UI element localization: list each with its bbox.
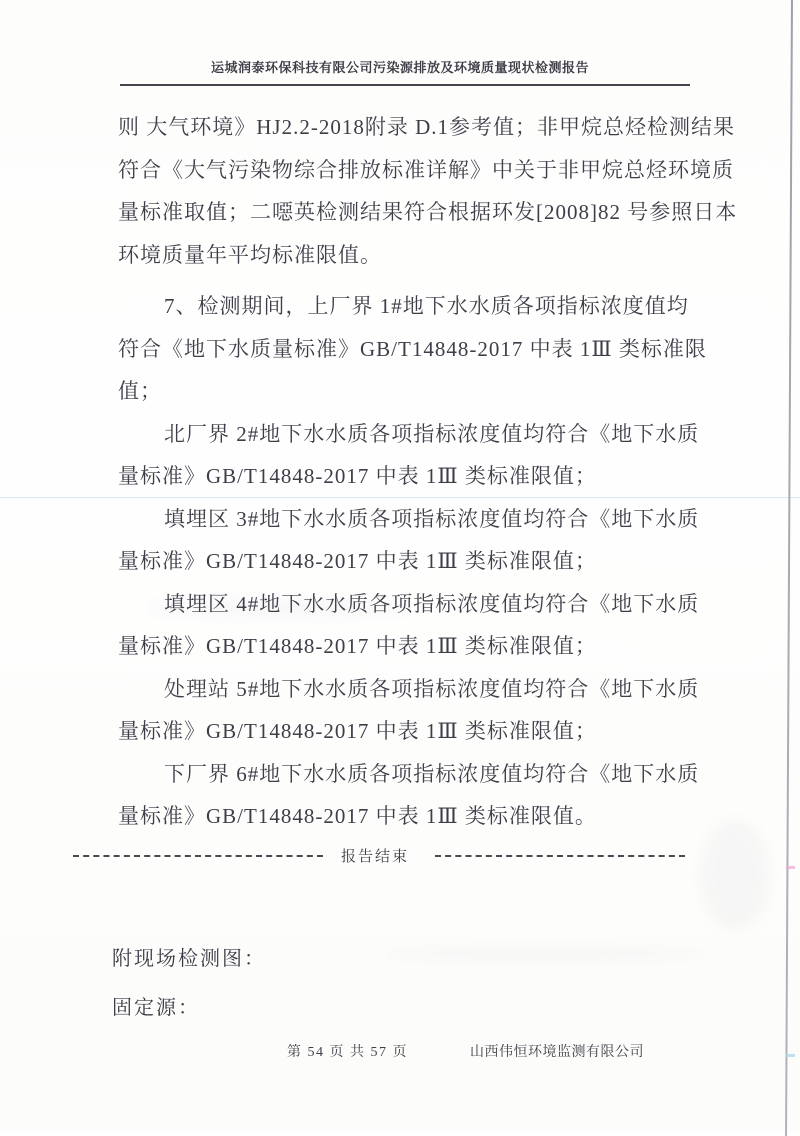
report-header-title: 运城润泰环保科技有限公司污染源排放及环境质量现状检测报告 <box>210 60 589 75</box>
scan-artifact-blue-tick <box>786 1054 795 1057</box>
attachment-item-fixed-source: 固定源： <box>112 997 200 1019</box>
text-line: 符合《地下水质量标准》GB/T14848-2017 中表 1Ⅲ 类标准限 <box>118 336 707 361</box>
footer-page-number: 第 54 页 共 57 页 <box>287 1045 408 1060</box>
scan-artifact-page-edge <box>785 0 793 1136</box>
footer-company-name: 山西伟恒环境监测有限公司 <box>470 1045 644 1060</box>
dashed-rule-right <box>435 855 685 857</box>
paragraph <box>118 106 738 276</box>
body-text <box>118 106 738 838</box>
paragraph <box>118 583 700 668</box>
text-line: 量标准》GB/T14848-2017 中表 1Ⅲ 类标准限值； <box>118 464 597 488</box>
scan-artifact-cyan-line <box>0 497 800 498</box>
text-line: 量标准取值；二噁英检测结果符合根据环发[2008]82 号参照日本 <box>118 200 738 224</box>
scan-artifact-smudge <box>700 820 770 930</box>
scan-artifact-smudge <box>380 945 710 963</box>
paragraph <box>118 668 700 753</box>
text-line: 则 大气环境》HJ2.2-2018附录 D.1参考值；非甲烷总烃检测结果 <box>118 115 735 139</box>
text-line: 北厂界 2#地下水水质各项指标浓度值均符合《地下水质 <box>164 421 700 446</box>
header-rule <box>120 84 690 86</box>
paragraph <box>118 753 700 838</box>
scan-artifact-pink-tick <box>786 866 795 869</box>
scan-artifact-smudge <box>150 600 410 616</box>
paragraph <box>118 285 707 413</box>
text-line: 量标准》GB/T14848-2017 中表 1Ⅲ 类标准限值； <box>118 549 597 573</box>
text-line: 值； <box>118 379 162 403</box>
report-end-marker <box>73 845 685 866</box>
attachment-heading: 附现场检测图： <box>112 948 266 970</box>
text-line: 量标准》GB/T14848-2017 中表 1Ⅲ 类标准限值； <box>118 719 597 743</box>
text-line: 环境质量年平均标准限值。 <box>118 242 382 267</box>
text-line: 填埋区 3#地下水水质各项指标浓度值均符合《地下水质 <box>164 506 700 531</box>
text-line: 下厂界 6#地下水水质各项指标浓度值均符合《地下水质 <box>164 761 700 786</box>
text-line: 量标准》GB/T14848-2017 中表 1Ⅲ 类标准限值； <box>118 634 597 658</box>
text-line: 量标准》GB/T14848-2017 中表 1Ⅲ 类标准限值。 <box>118 804 597 828</box>
paragraph <box>118 413 700 498</box>
text-line: 处理站 5#地下水水质各项指标浓度值均符合《地下水质 <box>164 676 700 701</box>
report-end-label: 报告结束 <box>341 849 410 865</box>
text-line: 7、检测期间，上厂界 1#地下水水质各项指标浓度值均 <box>164 294 689 318</box>
dashed-rule-left <box>73 855 323 857</box>
paragraph <box>118 498 700 583</box>
text-line: 填埋区 4#地下水水质各项指标浓度值均符合《地下水质 <box>164 591 700 616</box>
text-line: 符合《大气污染物综合排放标准详解》中关于非甲烷总烃环境质 <box>118 157 734 182</box>
